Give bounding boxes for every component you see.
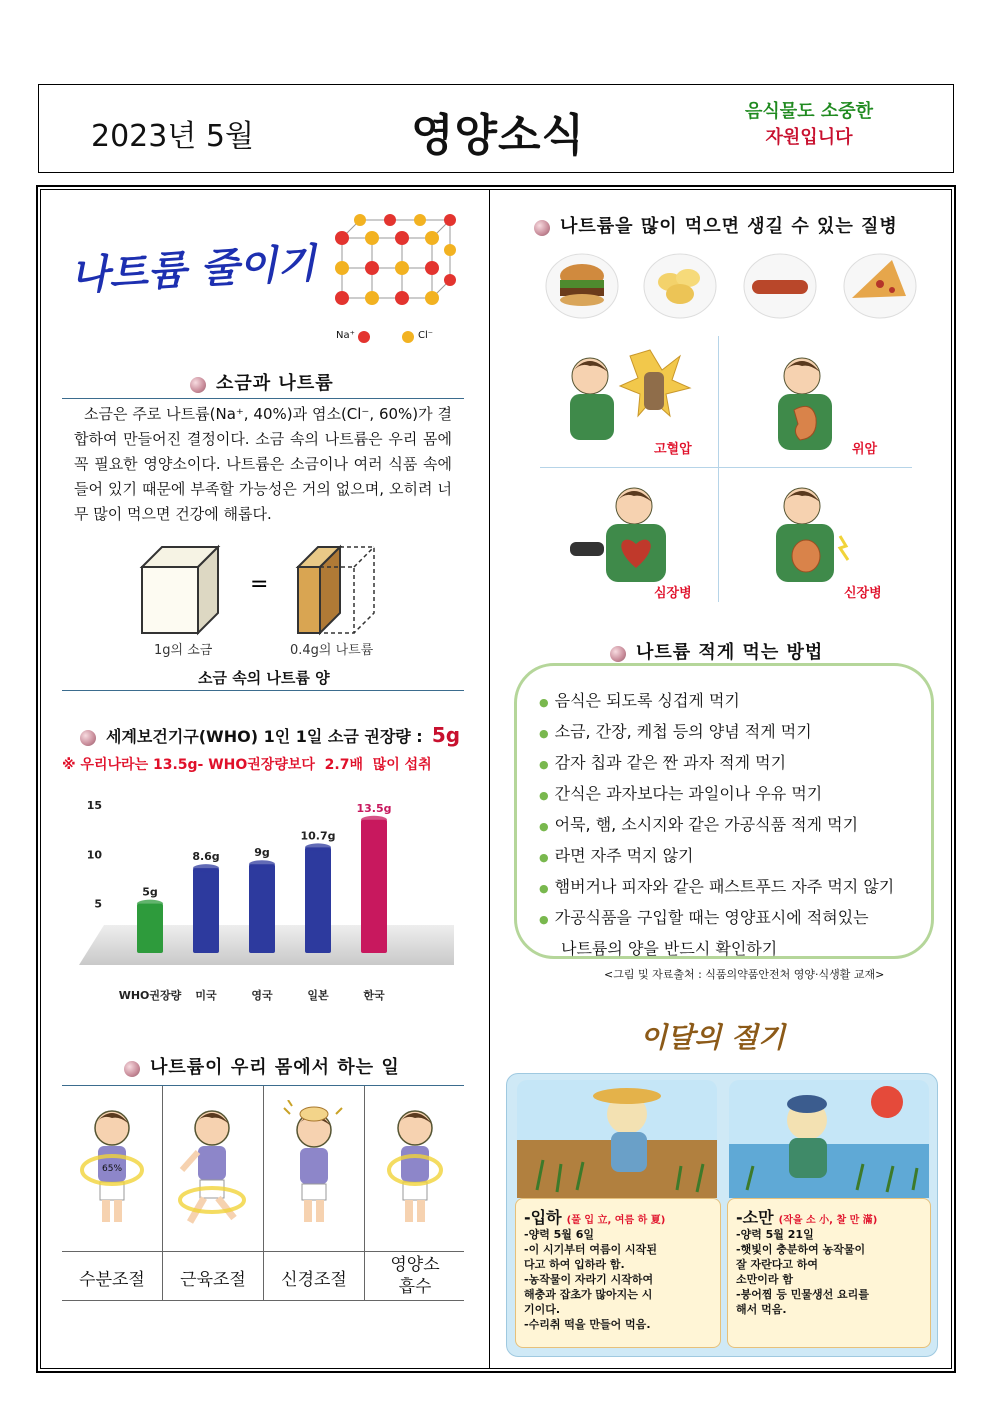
chart-bar	[193, 868, 219, 953]
bullet-icon	[80, 730, 96, 746]
tips-section-title: 나트륨 적게 먹는 방법	[636, 642, 824, 663]
divider-line	[62, 398, 464, 399]
sausage-icon	[744, 254, 816, 318]
bar-value-label: 10.7g	[300, 829, 336, 843]
soman-description: -양력 5월 21일 -햇빛이 충분하여 농작물이 잘 자란다고 하여 소만이라 함 -붕어찜 등 민물생선 요리를 해서 먹음.	[736, 1228, 869, 1316]
disease-grid	[540, 336, 912, 602]
chart-bar	[249, 864, 275, 953]
tip-item: ● 햄버거나 피자와 같은 패스트푸드 자주 먹지 않기	[539, 877, 895, 896]
tips-section-heading	[610, 638, 823, 664]
bullet-icon	[124, 1061, 140, 1077]
figure-nerve	[274, 1100, 354, 1230]
tip-continuation: 나트륨의 양을 반드시 확인하기	[561, 939, 778, 958]
bullet-icon	[190, 377, 206, 393]
disease-label-kidney: 신장병	[844, 586, 882, 601]
cube-caption: 소금 속의 나트륨 양	[198, 669, 330, 687]
bar-value-label: 9g	[254, 846, 270, 860]
slogan	[745, 99, 873, 151]
salt-section-title: 소금과 나트륨	[216, 373, 334, 394]
divider-line	[62, 690, 464, 691]
disease-label-stomach-cancer: 위암	[852, 442, 878, 457]
farm-scene-icons	[517, 1080, 929, 1198]
category-label: 영국	[251, 989, 273, 1002]
soman-panel	[727, 1198, 931, 1348]
category-label: 미국	[195, 989, 217, 1002]
tip-item: ● 감자 칩과 같은 짠 과자 적게 먹기	[539, 753, 787, 772]
season-illustrations	[506, 1073, 938, 1357]
equals-sign: =	[250, 572, 269, 597]
who-heading	[80, 723, 460, 747]
bar-value-label: 5g	[142, 885, 158, 899]
chart-bar	[305, 847, 331, 953]
bullet-icon	[610, 646, 626, 662]
soman-hanja: (작을 소 小, 찰 만 滿)	[778, 1215, 878, 1226]
bullet-icon	[534, 220, 550, 236]
hamburger-icon	[546, 254, 618, 318]
stomach-cancer-icon	[778, 358, 832, 450]
korea-intake-note: ※ 우리나라는 13.5g- WHO권장량보다 2.7배 많이 섭취	[62, 757, 432, 773]
ipha-name: -입하	[524, 1208, 562, 1227]
tip-item: ● 어묵, 햄, 소시지와 같은 가공식품 적게 먹기	[539, 815, 859, 834]
disease-label-hypertension: 고혈압	[654, 442, 692, 457]
role-label-muscle: 근육조절	[180, 1270, 246, 1290]
figure-muscle	[172, 1100, 252, 1230]
slogan-line1: 음식물도 소중한	[745, 101, 873, 122]
water-percent-label: 65%	[102, 1164, 123, 1174]
cube2-label: 0.4g의 나트륨	[290, 643, 374, 658]
tip-item: ● 음식은 되도록 싱겁게 먹기	[539, 691, 740, 710]
chart-bar-cap	[137, 900, 163, 908]
chart-svg	[74, 785, 460, 1005]
hypertension-icon	[570, 350, 690, 440]
disease-label-heart: 심장병	[654, 586, 692, 601]
chart-bar-cap	[249, 860, 275, 868]
salt-section-body: 소금은 주로 나트륨(Na⁺, 40%)과 염소(Cl⁻, 60%)가 결합하여 만들어진 결정이다. 소금 속의 나트륨은 우리 몸에 꼭 필요한 영양소이다. 나트륨은 소금이나 여러 식품 속에 들어 있기 때문에 부족할 가능성은 거의 없으며, 오히려 너무 많이 먹으면 건강에 해롭다.	[74, 405, 452, 523]
heart-disease-icon	[570, 488, 666, 582]
chart-bar	[361, 820, 387, 953]
role-label-nerve: 신경조절	[281, 1270, 347, 1290]
role-label-water: 수분조절	[79, 1270, 145, 1290]
bar-value-label: 8.6g	[192, 850, 220, 864]
chart-bar	[137, 904, 163, 953]
slogan-line2: 자원입니다	[765, 127, 853, 148]
tip-item: ● 가공식품을 구입할 때는 영양표시에 적혀있는	[539, 908, 869, 927]
chart-bar-cap	[305, 843, 331, 851]
tip-item: ● 라면 자주 먹지 않기	[539, 846, 694, 865]
disease-section-heading	[534, 212, 898, 238]
bar-value-label: 13.5g	[356, 801, 392, 815]
figure-nutrient	[375, 1100, 455, 1230]
crystal-lattice-icon	[322, 208, 462, 348]
disease-section-title: 나트륨을 많이 먹으면 생길 수 있는 질병	[560, 216, 898, 237]
na-legend: Na⁺	[336, 330, 355, 341]
figure-water	[72, 1100, 152, 1230]
potato-chips-icon	[644, 254, 716, 318]
tip-item: ● 간식은 과자보다는 과일이나 우유 먹기	[539, 784, 823, 803]
ipha-panel	[515, 1198, 721, 1348]
kidney-disease-icon	[776, 488, 848, 582]
season-title: 이달의 절기	[640, 1021, 785, 1054]
cube-comparison	[132, 535, 382, 660]
cube1-label: 1g의 소금	[154, 643, 213, 658]
category-label: 일본	[307, 989, 329, 1002]
tip-item: ● 소금, 간장, 케첩 등의 양념 적게 먹기	[539, 722, 812, 741]
salt-section-heading	[190, 369, 334, 395]
y-tick-label: 10	[86, 848, 102, 862]
y-tick-label: 5	[94, 897, 102, 911]
main-title: 나트륨 줄이기	[69, 239, 317, 300]
source-note: <그림 및 자료출처 : 식품의약품안전처 영양·식생활 교재>	[604, 968, 885, 981]
tips-list	[539, 686, 894, 963]
salt-crystal-illustration	[322, 208, 462, 348]
ipha-description: -양력 5월 6일 -이 시기부터 여름이 시작된 다고 하여 입하라 함. -농작물이 자라기 시작하여 해충과 잡초가 많아지는 시 기이다. -수리취 떡을 만들어 먹음.	[524, 1228, 657, 1331]
boy-brain-icon	[274, 1100, 354, 1230]
category-label: 한국	[363, 989, 385, 1002]
disease-illustrations	[540, 336, 912, 602]
issue-date: 2023년 5월	[91, 119, 254, 154]
category-label: WHO권장량	[118, 989, 182, 1002]
pizza-icon	[844, 254, 916, 318]
cl-legend: Cl⁻	[418, 330, 434, 341]
chart-bar-cap	[193, 864, 219, 872]
boy-eating-icon	[375, 1100, 455, 1230]
who-amount: 5g	[431, 723, 461, 747]
boy-running-icon	[172, 1100, 252, 1230]
y-tick-label: 15	[86, 799, 102, 812]
ipha-hanja: (풀 입 立, 여름 하 夏)	[566, 1215, 666, 1226]
newsletter-title: 영양소식	[411, 110, 586, 161]
salt-intake-chart	[74, 785, 460, 1005]
food-plates	[540, 246, 924, 324]
who-title: 세계보건기구(WHO) 1인 1일 소금 권장량 :	[106, 727, 423, 746]
food-icons	[540, 246, 924, 324]
column-divider	[489, 189, 490, 1369]
role-label-nutrient: 영양소 흡수	[390, 1255, 440, 1297]
body-section-heading	[124, 1053, 400, 1079]
body-section-title: 나트륨이 우리 몸에서 하는 일	[150, 1057, 400, 1078]
soman-name: -소만	[736, 1208, 774, 1227]
tips-box	[514, 663, 934, 959]
newsletter-header	[38, 84, 954, 173]
chart-bar-cap	[361, 816, 387, 824]
